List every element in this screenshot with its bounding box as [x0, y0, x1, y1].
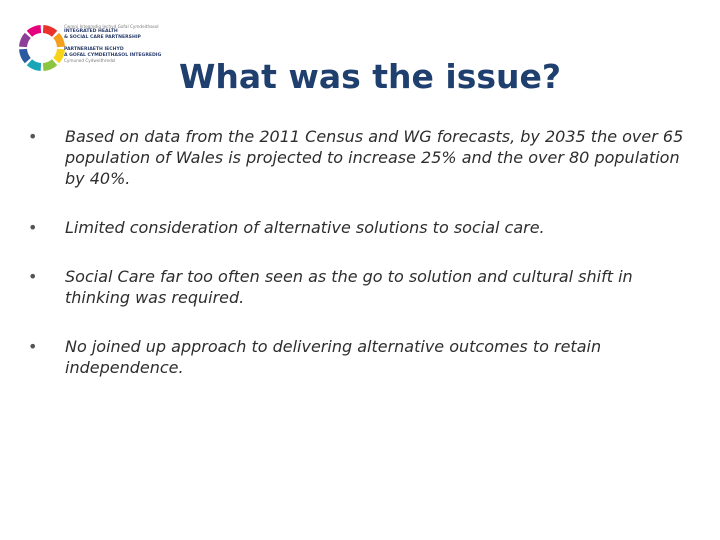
bullet-item-1: • Based on data from the 2011 Census and WG forecasts, by 2035 the over 65 population of Wales is projected to increase 25% and the over 80 population by 40%.: [28, 126, 688, 189]
bullet-item-4: • No joined up approach to delivering alternative outcomes to retain independence.: [28, 336, 688, 378]
bullet-item-3: • Social Care far too often seen as the go to solution and cultural shift in thinking was required.: [28, 266, 688, 308]
logo-ring-segment: [23, 49, 28, 60]
logo-ring-segment: [23, 35, 28, 46]
slide-title: What was the issue?: [178, 57, 562, 96]
logo-line-5: A GOFAL CYMDEITHASOL INTEGREDIG: [64, 52, 162, 58]
logo-line-3: & SOCIAL CARE PARTNERSHIP: [64, 34, 141, 40]
logo-line-4: PARTNERIAETH IECHYD: [64, 47, 124, 53]
logo-ring-segment: [29, 29, 40, 34]
logo-spacer: [64, 40, 176, 47]
logo-line-2: INTEGRATED HEALTH: [64, 29, 118, 35]
bullet-item-2: • Limited consideration of alternative solutions to social care.: [28, 217, 688, 238]
logo-ring-segment: [43, 29, 54, 34]
logo-ring-icon: [16, 22, 68, 74]
logo-ring-segment: [56, 35, 61, 46]
logo-ring-segment: [56, 49, 61, 60]
bullet-list: [28, 126, 688, 406]
logo-ring-segment: [43, 62, 54, 67]
logo-line-6: Cymuned Cydweithredol: [64, 58, 116, 64]
logo-line-1: Cwmni Integredig Iechyd Gofal Cymdeithasol: [64, 24, 159, 29]
logo-ring-segment: [29, 62, 40, 67]
